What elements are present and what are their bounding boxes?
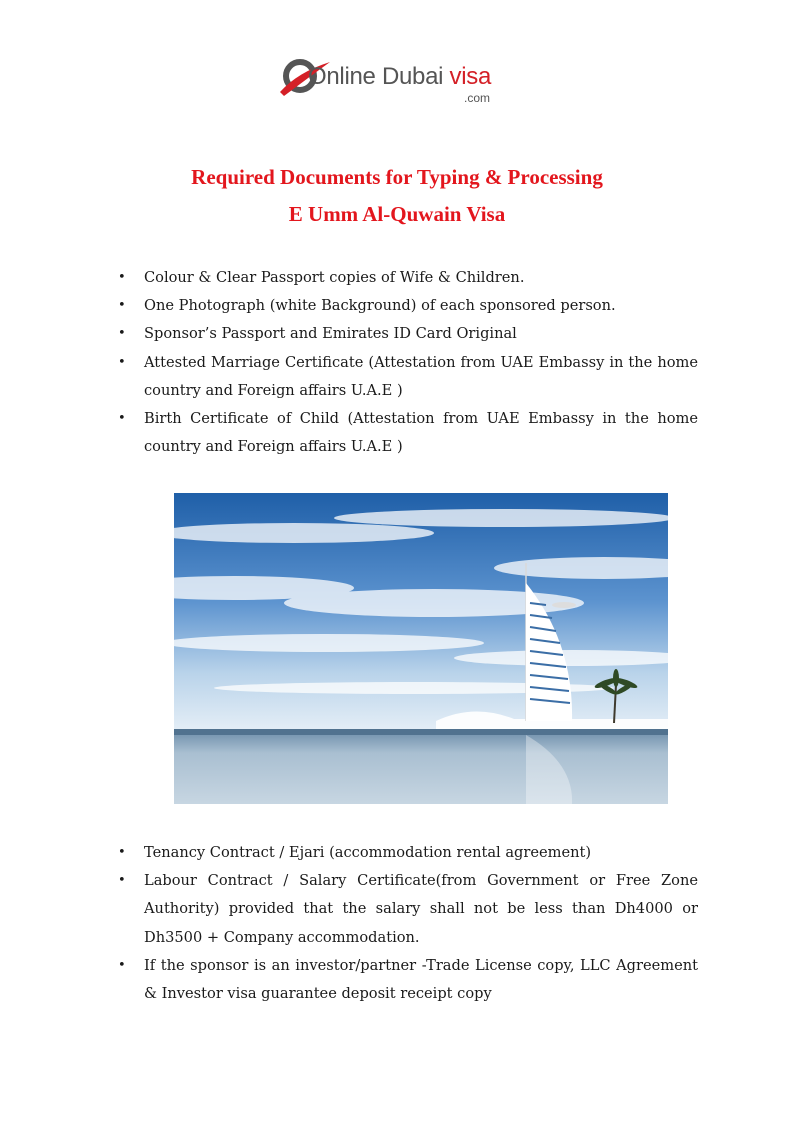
bullet-icon: • [118,270,126,285]
bullet-icon: • [118,354,126,370]
required-documents-list-top [118,264,698,461]
bullet-icon: • [118,873,126,889]
list-item [118,292,698,320]
bullet-icon: • [118,957,126,973]
list-item [118,320,698,348]
list-item [118,405,698,461]
list-item-text: If the sponsor is an investor/partner -Trade License copy, LLC Agreement & Investor visa guarantee deposit receipt copy [144,956,698,1003]
required-documents-list-bottom [118,839,698,1008]
bullet-icon: • [118,326,126,342]
bullet-icon: • [118,845,126,860]
list-item-text: Attested Marriage Certificate (Attestation from UAE Embassy in the home country and Foreign affairs U.A.E ) [144,353,698,399]
list-item [118,264,698,292]
list-item-text: Birth Certificate of Child (Attestation from UAE Embassy in the home country and Foreign affairs U.A.E ) [144,410,698,456]
list-item [118,839,698,867]
logo-text-online: Online [308,63,382,90]
site-logo[interactable] [278,52,510,108]
page-title-line-2: E Umm Al-Quwain Visa [288,202,506,226]
list-item [118,952,698,1008]
bullet-icon: • [118,298,126,314]
list-item-text: Sponsor’s Passport and Emirates ID Card Original [144,325,517,343]
bullet-icon: • [118,411,126,427]
list-item [118,349,698,405]
logo-domain: .com [464,91,491,105]
logo-wordmark [308,63,491,91]
list-item-text: Tenancy Contract / Ejari (accommodation rental agreement) [144,844,592,861]
logo-text-dubai: Dubai [381,63,450,90]
page-title-line-1: Required Documents for Typing & Processing [191,165,603,189]
list-item-text: Labour Contract / Salary Certificate(from Government or Free Zone Authority) provided that the salary shall not be less than Dh4000 or Dh3500 + Company accommodation. [144,872,698,946]
burj-al-arab-photo [174,493,668,804]
list-item [118,867,698,952]
logo-text-visa: visa [449,63,492,90]
list-item-text: One Photograph (white Background) of each sponsored person. [144,297,616,315]
list-item-text: Colour & Clear Passport copies of Wife & Children. [144,269,525,286]
